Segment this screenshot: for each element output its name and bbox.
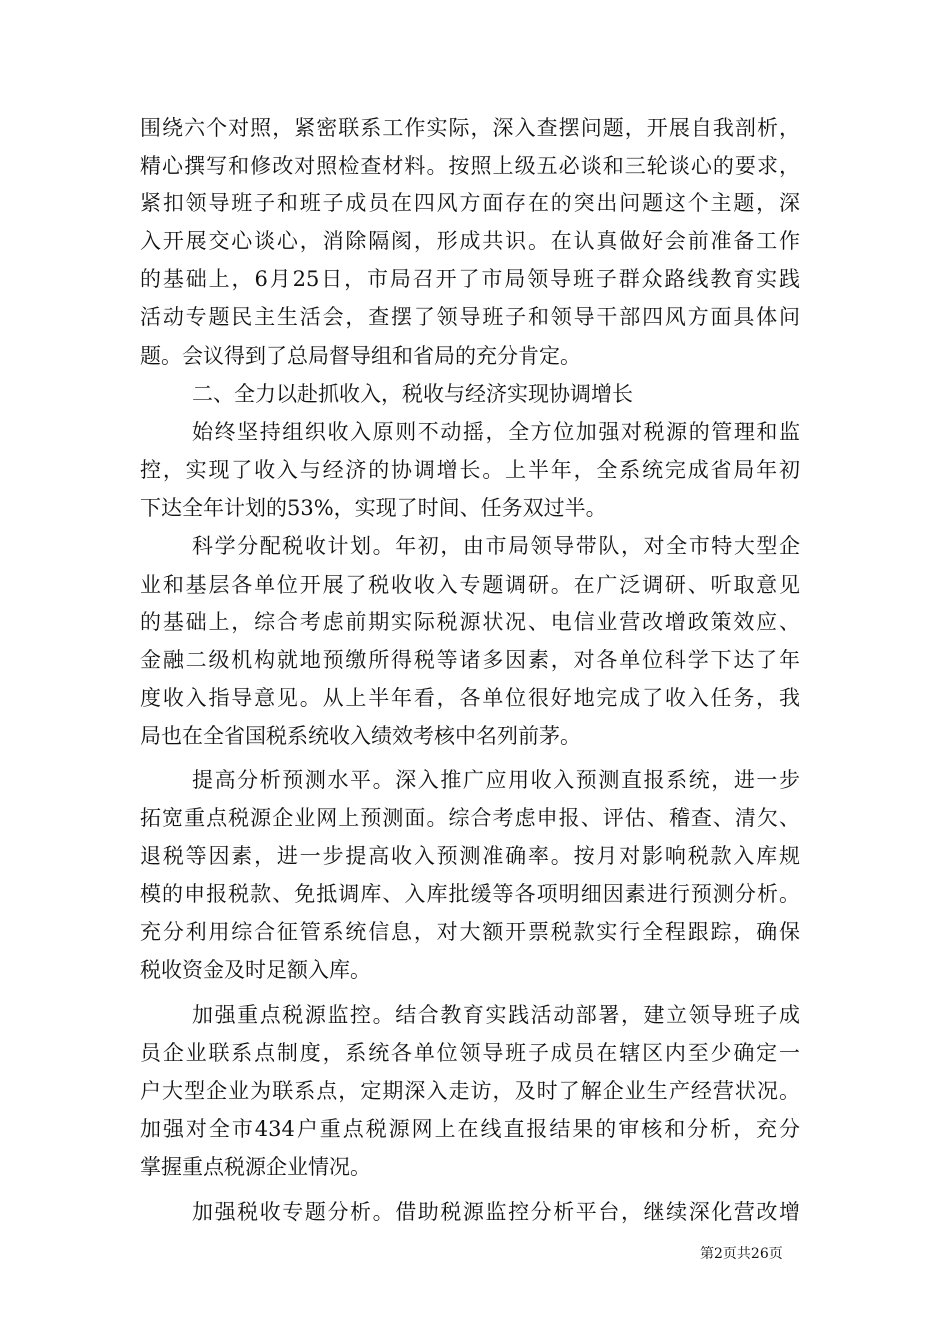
- text-line: 精心撰写和修改对照检查材料。按照上级五必谈和三轮谈心的要求，: [140, 154, 800, 178]
- text-line: 入开展交心谈心，消除隔阂，形成共识。在认真做好会前准备工作: [140, 229, 800, 253]
- text-line: 模的申报税款、免抵调库、入库批缓等各项明细因素进行预测分析。: [140, 882, 800, 906]
- text-line: 题。会议得到了总局督导组和省局的充分肯定。: [140, 344, 581, 368]
- text-line: 活动专题民主生活会，查摆了领导班子和领导干部四风方面具体问: [140, 305, 800, 329]
- text-line: 的基础上，6月25日，市局召开了市局领导班子群众路线教育实践: [140, 267, 800, 291]
- text-line: 提高分析预测水平。深入推广应用收入预测直报系统，进一步: [192, 768, 800, 792]
- text-line: 业和基层各单位开展了税收收入专题调研。在广泛调研、听取意见: [140, 573, 800, 597]
- text-line: 紧扣领导班子和班子成员在四风方面存在的突出问题这个主题，深: [140, 191, 800, 215]
- text-line: 掌握重点税源企业情况。: [140, 1155, 371, 1179]
- text-line: 加强税收专题分析。借助税源监控分析平台，继续深化营改增: [192, 1200, 800, 1224]
- text-line: 的基础上，综合考虑前期实际税源状况、电信业营改增政策效应、: [140, 610, 800, 634]
- text-line: 控，实现了收入与经济的协调增长。上半年，全系统完成省局年初: [140, 458, 800, 482]
- text-line: 始终坚持组织收入原则不动摇，全方位加强对税源的管理和监: [192, 420, 800, 444]
- text-line: 局也在全省国税系统收入绩效考核中名列前茅。: [140, 724, 581, 748]
- text-line: 加强对全市434户重点税源网上在线直报结果的审核和分析，充分: [140, 1117, 800, 1141]
- text-line: 加强重点税源监控。结合教育实践活动部署，建立领导班子成: [192, 1003, 800, 1027]
- text-line: 员企业联系点制度，系统各单位领导班子成员在辖区内至少确定一: [140, 1041, 800, 1065]
- section-heading: 二、全力以赴抓收入，税收与经济实现协调增长: [192, 382, 633, 406]
- text-line: 金融二级机构就地预缴所得税等诸多因素，对各单位科学下达了年: [140, 648, 800, 672]
- text-line: 退税等因素，进一步提高收入预测准确率。按月对影响税款入库规: [140, 844, 800, 868]
- text-line: 税收资金及时足额入库。: [140, 958, 371, 982]
- text-line: 围绕六个对照，紧密联系工作实际，深入查摆问题，开展自我剖析，: [140, 116, 800, 140]
- page-number-footer: 第2页共26页: [700, 1246, 783, 1262]
- text-line: 户大型企业为联系点，定期深入走访，及时了解企业生产经营状况。: [140, 1079, 800, 1103]
- text-line: 充分利用综合征管系统信息，对大额开票税款实行全程跟踪，确保: [140, 920, 800, 944]
- text-line: 下达全年计划的53%，实现了时间、任务双过半。: [140, 496, 607, 520]
- text-line: 科学分配税收计划。年初，由市局领导带队，对全市特大型企: [192, 534, 800, 558]
- text-line: 度收入指导意见。从上半年看，各单位很好地完成了收入任务，我: [140, 686, 800, 710]
- text-line: 拓宽重点税源企业网上预测面。综合考虑申报、评估、稽查、清欠、: [140, 806, 800, 830]
